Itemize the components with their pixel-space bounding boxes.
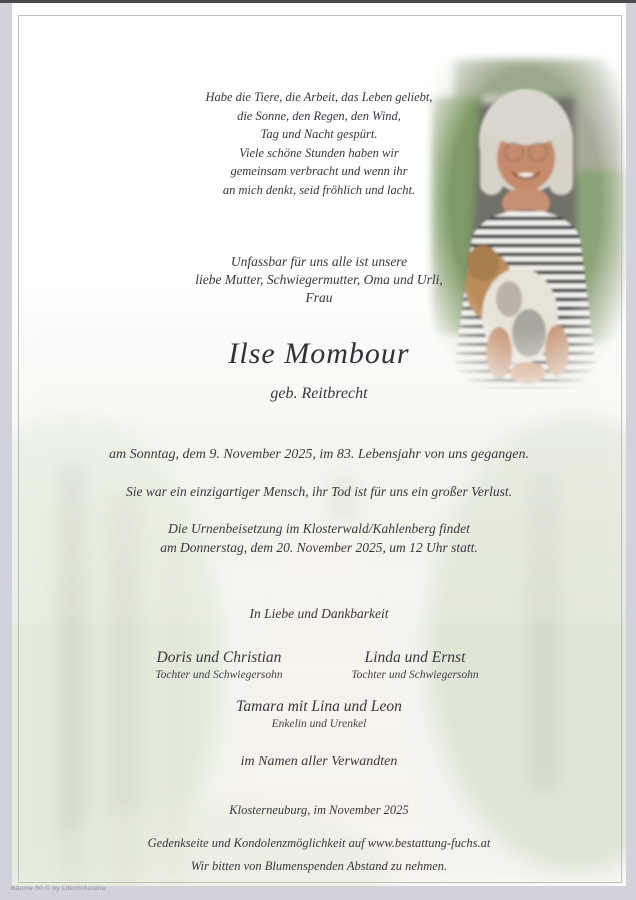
mourner-names: Doris und Christian bbox=[156, 649, 282, 666]
intro-line: liebe Mutter, Schwiegermutter, Oma und Urli, bbox=[195, 272, 443, 287]
flowers-line: Wir bitten von Blumenspenden Abstand zu nehmen. bbox=[190, 859, 448, 873]
deceased-name: Ilse Mombour bbox=[228, 337, 410, 370]
poem-line: gemeinsam verbracht und wenn ihr bbox=[230, 164, 408, 179]
condolence-line: Gedenkseite und Kondolenzmöglichkeit auf www.bestattung-fuchs.at bbox=[147, 836, 491, 850]
mourner-names: Linda und Ernst bbox=[364, 649, 466, 666]
poem-line: Tag und Nacht gespürt. bbox=[260, 127, 378, 142]
mourner-entry bbox=[12, 697, 626, 732]
mourner-names: Tamara mit Lina und Leon bbox=[236, 698, 402, 715]
poem-line: an mich denkt, seid fröhlich und lacht. bbox=[222, 182, 416, 197]
closing-line: In Liebe und Dankbarkeit bbox=[249, 606, 389, 621]
funeral-details bbox=[12, 519, 626, 557]
poem-line: Viele schöne Stunden haben wir bbox=[239, 145, 399, 160]
memorial-card bbox=[12, 3, 626, 886]
mourner-relation: Enkelin und Urenkel bbox=[271, 718, 367, 730]
poem bbox=[12, 88, 626, 200]
behalf-line: im Namen aller Verwandten bbox=[240, 754, 398, 769]
announcement-intro bbox=[12, 253, 626, 307]
passing-line: am Sonntag, dem 9. November 2025, im 83. Lebensjahr von uns gegangen. bbox=[109, 447, 529, 462]
funeral-line: Die Urnenbeisetzung im Klosterwald/Kahlenberg findet bbox=[168, 521, 470, 536]
mourner-entry bbox=[270, 648, 560, 683]
poem-line: die Sonne, den Regen, den Wind, bbox=[237, 108, 401, 123]
intro-line: Unfassbar für uns alle ist unsere bbox=[230, 254, 408, 269]
mourner-relation: Tochter und Schwiegersohn bbox=[351, 669, 479, 681]
maiden-name: geb. Reitbrecht bbox=[270, 385, 368, 402]
print-credit: Bäume 50 © by Litech/Austria bbox=[11, 885, 106, 892]
mourner-relation: Tochter und Schwiegersohn bbox=[155, 669, 283, 681]
place-date-line: Klosterneuburg, im November 2025 bbox=[229, 803, 409, 817]
poem-line: Habe die Tiere, die Arbeit, das Leben geliebt, bbox=[205, 90, 433, 104]
intro-line: Frau bbox=[305, 290, 333, 305]
tribute-line: Sie war ein einzigartiger Mensch, ihr Tod ist für uns ein großer Verlust. bbox=[125, 484, 512, 499]
funeral-line: am Donnerstag, dem 20. November 2025, um 12 Uhr statt. bbox=[160, 540, 478, 555]
